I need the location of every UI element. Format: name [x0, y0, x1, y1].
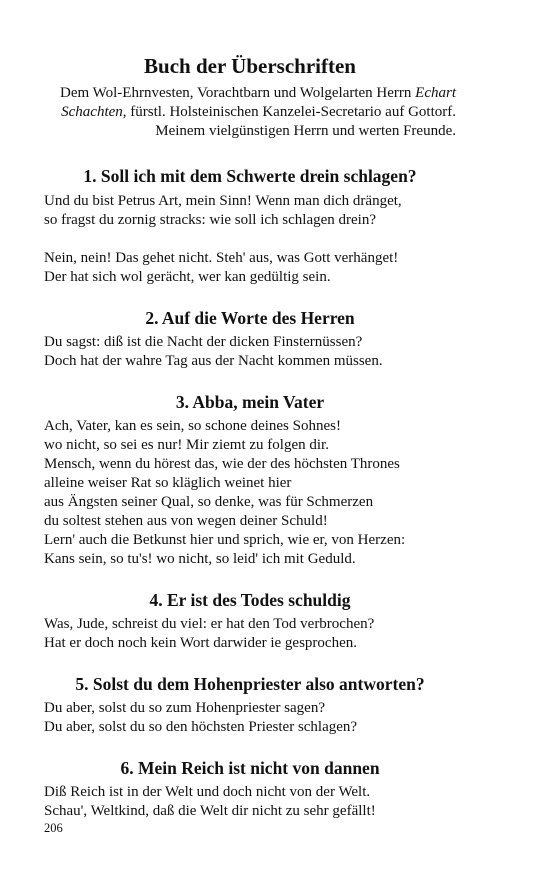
dedication-line-2 — [44, 103, 456, 122]
stanza-gap — [44, 230, 456, 249]
poem-line: Du aber, solst du so den höchsten Priester schlagen? — [44, 719, 358, 735]
dedication-line-1 — [44, 84, 456, 103]
poem-4 — [44, 615, 456, 653]
poem-1 — [44, 192, 456, 287]
poem-line: Und du bist Petrus Art, mein Sinn! Wenn man dich dränget, — [44, 193, 402, 209]
poem-line: Lern' auch die Betkunst hier und sprich, wie er, von Herzen: — [44, 532, 406, 548]
poem-line: Ach, Vater, kan es sein, so schone deines Sohnes! — [44, 418, 341, 434]
poem-line: Was, Jude, schreist du viel: er hat den Tod verbrochen? — [44, 616, 375, 632]
dedication-line-2-text: fürstl. Holsteinischen Kanzelei-Secretario auf Gottorf. — [126, 104, 456, 120]
poem-line: Nein, nein! Das gehet nicht. Steh' aus, was Gott verhänget! — [44, 250, 399, 266]
section-title-3: 3. Abba, mein Vater — [175, 392, 325, 412]
poem-line: Diß Reich ist in der Welt und doch nicht von der Welt. — [44, 784, 371, 800]
poem-2 — [44, 333, 456, 371]
dedication-name-part: Schachten, — [61, 104, 127, 120]
poem-line: wo nicht, so sei es nur! Mir ziemt zu folgen dir. — [44, 437, 329, 453]
poem-line: Doch hat der wahre Tag aus der Nacht kommen müssen. — [44, 353, 383, 369]
poem-line: aus Ängsten seiner Qual, so denke, was für Schmerzen — [44, 494, 374, 510]
poem-line: Mensch, wenn du hörest das, wie der des höchsten Thrones — [44, 456, 400, 472]
poem-line: so fragst du zornig stracks: wie soll ich schlagen drein? — [44, 212, 376, 228]
section-title-2: 2. Auf die Worte des Herren — [145, 308, 355, 328]
dedication-line-3: Meinem vielgünstigen Herrn und werten Freunde. — [155, 123, 456, 139]
poem-5 — [44, 699, 456, 737]
poem-line: Du aber, solst du so zum Hohenpriester sagen? — [44, 700, 325, 716]
book-title: Buch der Überschriften — [144, 54, 356, 78]
poem-line: alleine weiser Rat so kläglich weinet hier — [44, 475, 292, 491]
poem-3 — [44, 417, 456, 569]
poem-line: Der hat sich wol gerächt, wer kan gedültig sein. — [44, 269, 331, 285]
poem-line: Du sagst: diß ist die Nacht der dicken Finsternüssen? — [44, 334, 363, 350]
dedication — [44, 84, 456, 141]
poem-line: du soltest stehen aus von wegen deiner Schuld! — [44, 513, 328, 529]
section-title-6: 6. Mein Reich ist nicht von dannen — [120, 758, 380, 778]
section-title-5: 5. Solst du dem Hohenpriester also antworten? — [75, 674, 425, 694]
page-number: 206 — [44, 821, 63, 835]
poem-6 — [44, 783, 456, 821]
poem-line: Hat er doch noch kein Wort darwider ie gesprochen. — [44, 635, 357, 651]
page — [44, 52, 456, 821]
poem-line: Schau', Weltkind, daß die Welt dir nicht zu sehr gefällt! — [44, 803, 376, 819]
dedication-name-part: Echart — [415, 85, 456, 101]
dedication-line-1-text: Dem Wol-Ehrnvesten, Vorachtbarn und Wolgelarten Herrn — [60, 85, 416, 101]
section-title-4: 4. Er ist des Todes schuldig — [149, 590, 351, 610]
section-title-1: 1. Soll ich mit dem Schwerte drein schlagen? — [83, 166, 417, 186]
poem-line: Kans sein, so tu's! wo nicht, so leid' ich mit Geduld. — [44, 551, 356, 567]
